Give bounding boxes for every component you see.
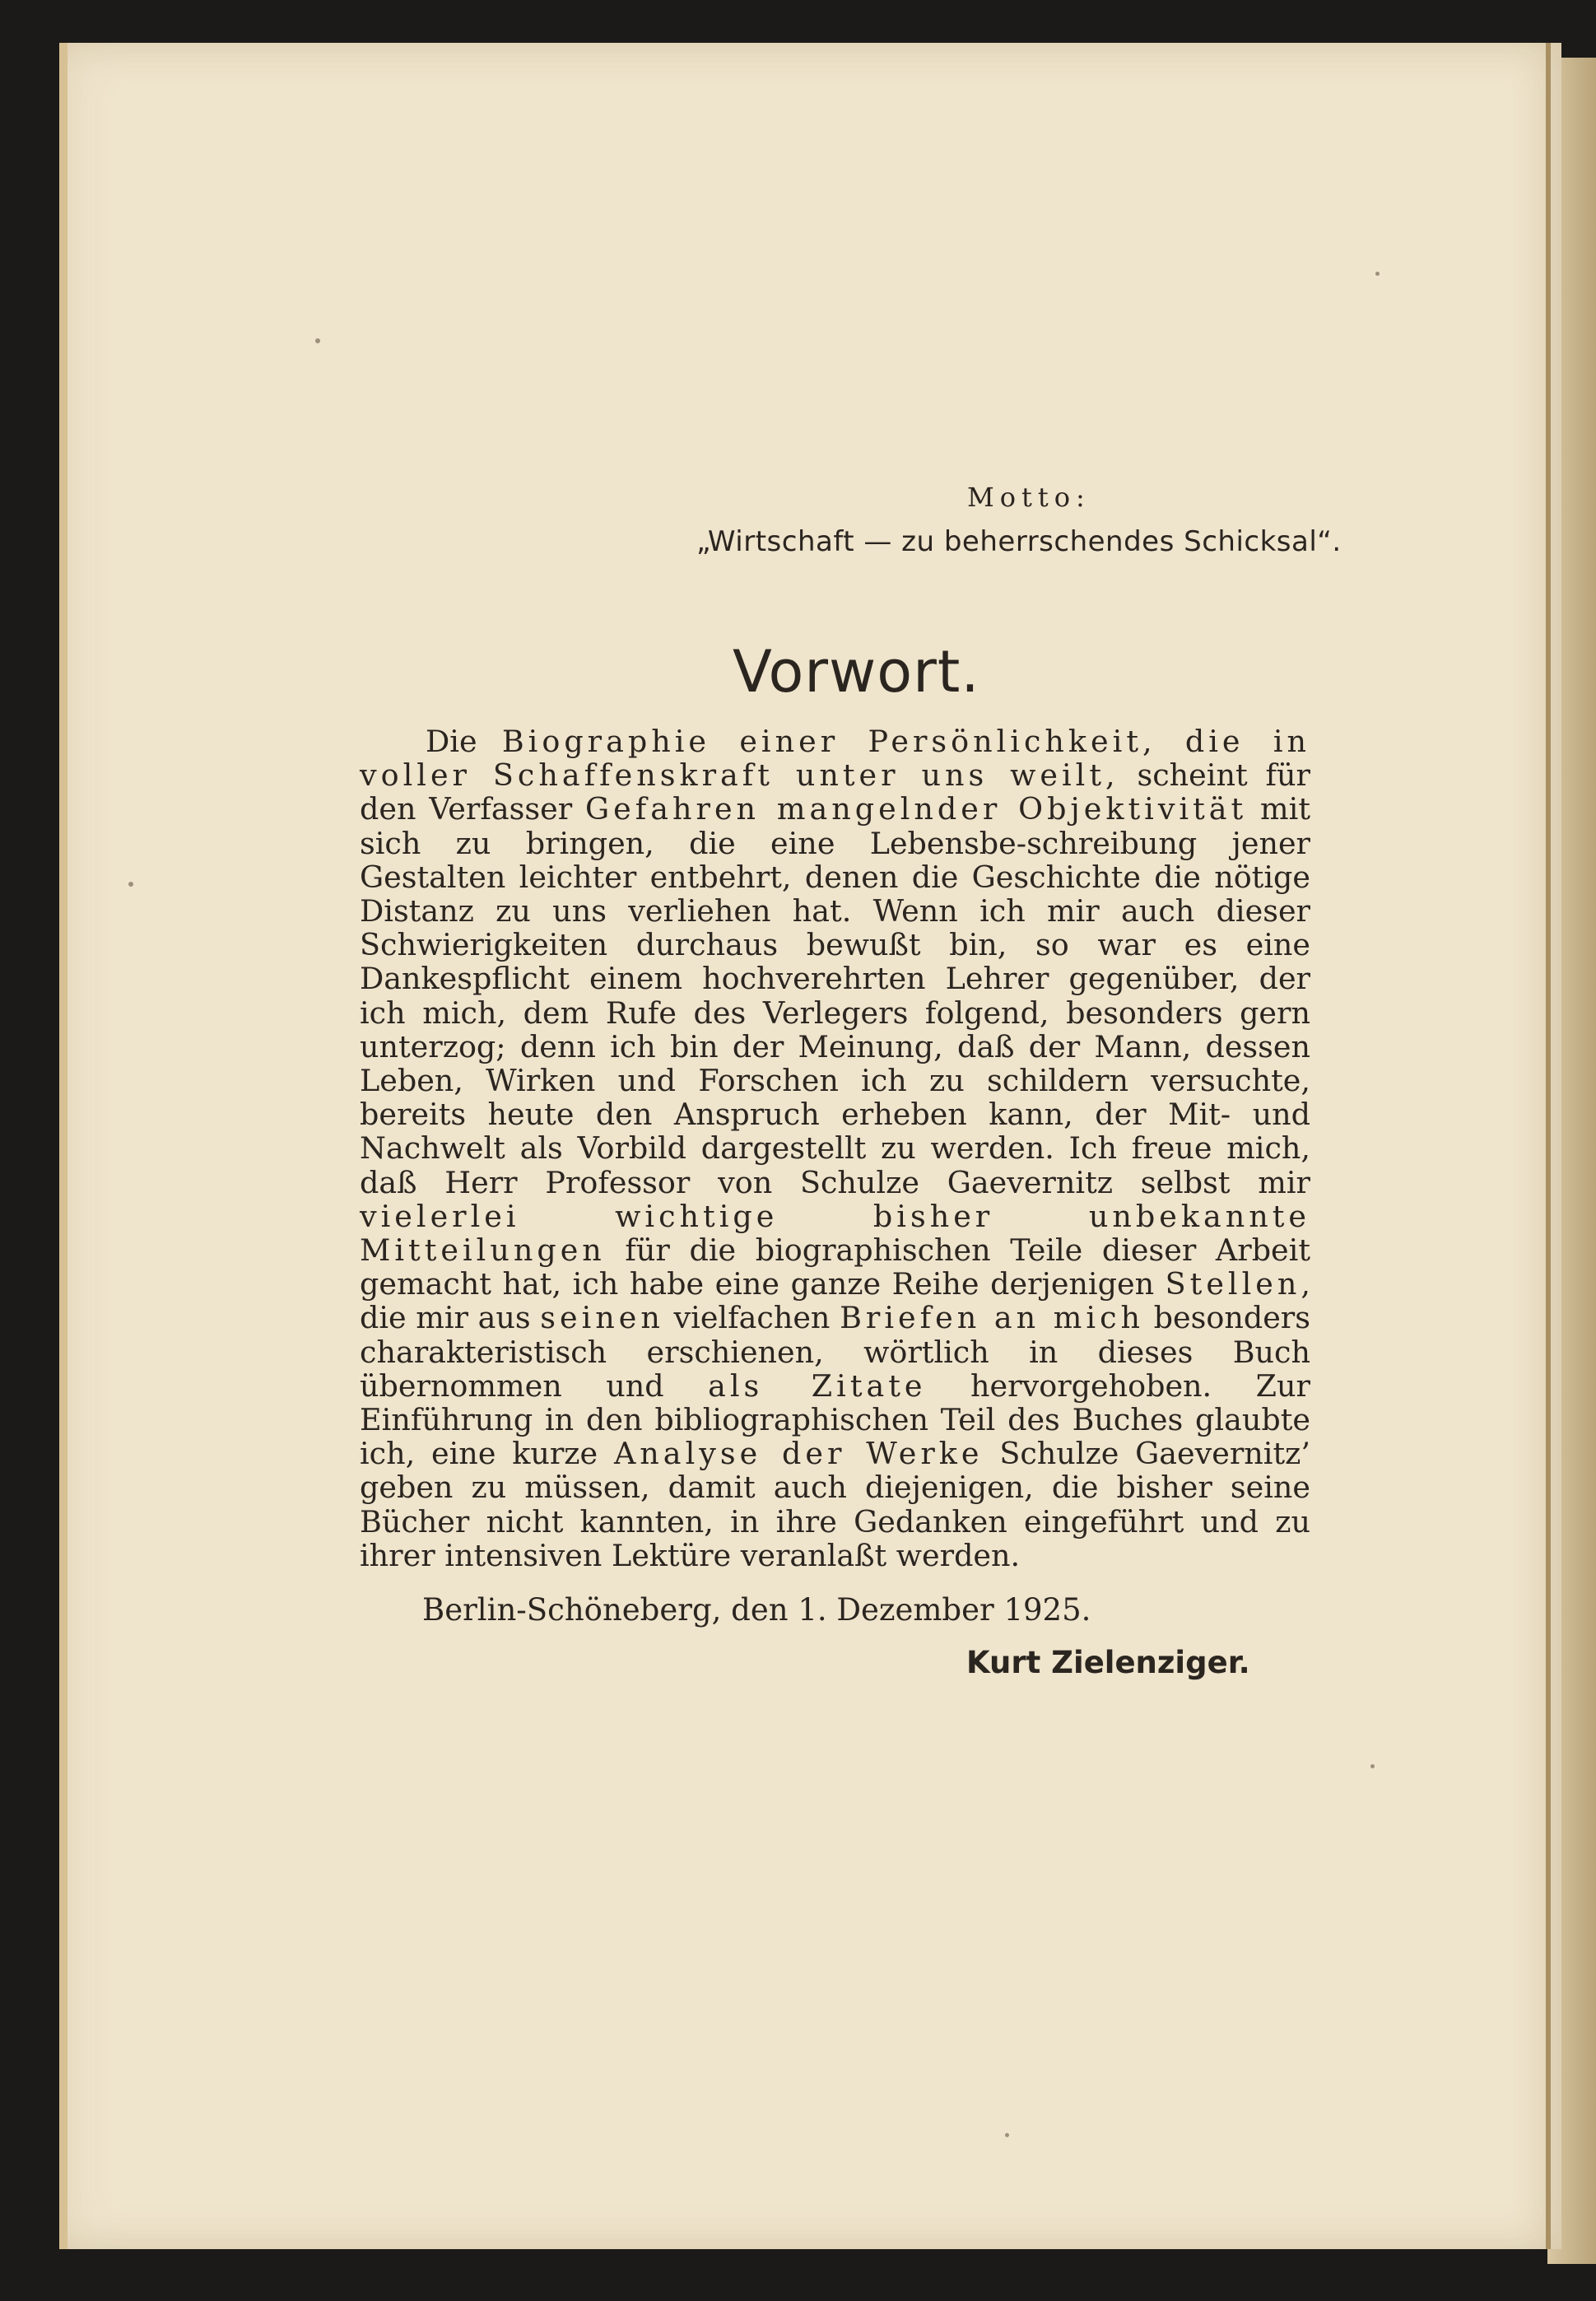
body-emphasis: Gefahren mangelnder Objektivität (584, 791, 1248, 827)
body-segment: mit sich zu bringen, die eine Lebensbe-schreibung jener Gestalten leichter entbehrt, denen die Geschichte die nötige Distanz zu uns verliehen hat. Wenn ich mir auch dieser Schwierigkeiten durchaus bewußt bin, so war es eine Dankespflicht einem hochverehrten Lehrer gegenüber, der ich mich, dem Rufe des Verlegers folgend, besonders gern unterzog; denn ich bin der Meinung, daß der Mann, dessen Leben, Wirken und Forschen ich zu schildern versuchte, bereits heute den Anspruch erheben kann, der Mit- und Nachwelt als Vorbild dargestellt zu werden. Ich freue mich, daß Herr Professor von Schulze Gaevernitz selbst mir (360, 791, 1310, 1200)
page-title: Vorwort. (733, 638, 980, 706)
body-segment: scheint für den Verfasser (360, 757, 1310, 827)
body-emphasis: vielerlei wichtige bisher unbekannte Mitteilungen (360, 1198, 1310, 1269)
paper-speck (128, 882, 133, 887)
paper-speck (1375, 272, 1380, 276)
foreword-body (360, 724, 1310, 1572)
body-emphasis: Analyse der Werke (613, 1436, 984, 1472)
motto-label: Motto: (967, 482, 1091, 513)
body-segment: Die (426, 724, 502, 759)
body-emphasis: Stellen (1165, 1266, 1301, 1302)
body-segment: für die biographischen Teile dieser Arbeit gemacht hat, ich habe eine ganze Reihe derjenigen (360, 1232, 1310, 1302)
body-segment: , die mir aus (360, 1266, 1310, 1336)
body-emphasis: als Zitate (708, 1367, 927, 1404)
page-crease (1546, 43, 1551, 2249)
body-segment: Schulze Gaevernitz’ geben zu müssen, damit auch diejenigen, die bisher seine Bücher nicht kannten, in ihre Gedanken eingeführt und zu ihrer intensiven Lektüre veranlaßt werden. (360, 1436, 1310, 1573)
motto-quote: „Wirtschaft — zu beherrschendes Schicksal“. (696, 525, 1342, 558)
body-emphasis: seinen (540, 1300, 664, 1336)
body-emphasis: Briefen an mich (840, 1300, 1145, 1336)
body-emphasis: Biographie einer Persönlichkeit, die in voller Schaffenskraft unter uns weilt, (360, 724, 1310, 794)
body-segment: hervorgehoben. Zur Einführung in den bibliographischen Teil des Buches glaubte ich, eine kurze (360, 1367, 1310, 1472)
paper-speck (1370, 1764, 1375, 1768)
author-signature: Kurt Zielenziger. (966, 1645, 1250, 1680)
paper-speck (1005, 2133, 1009, 2137)
body-segment: besonders charakteristisch erschienen, wörtlich in dieses Buch übernommen und (360, 1300, 1310, 1404)
place-and-date: Berlin-Schöneberg, den 1. Dezember 1925. (422, 1592, 1091, 1628)
paper-speck (315, 338, 320, 343)
body-segment: vielfachen (663, 1300, 840, 1336)
foreword-paragraph (360, 724, 1310, 1572)
